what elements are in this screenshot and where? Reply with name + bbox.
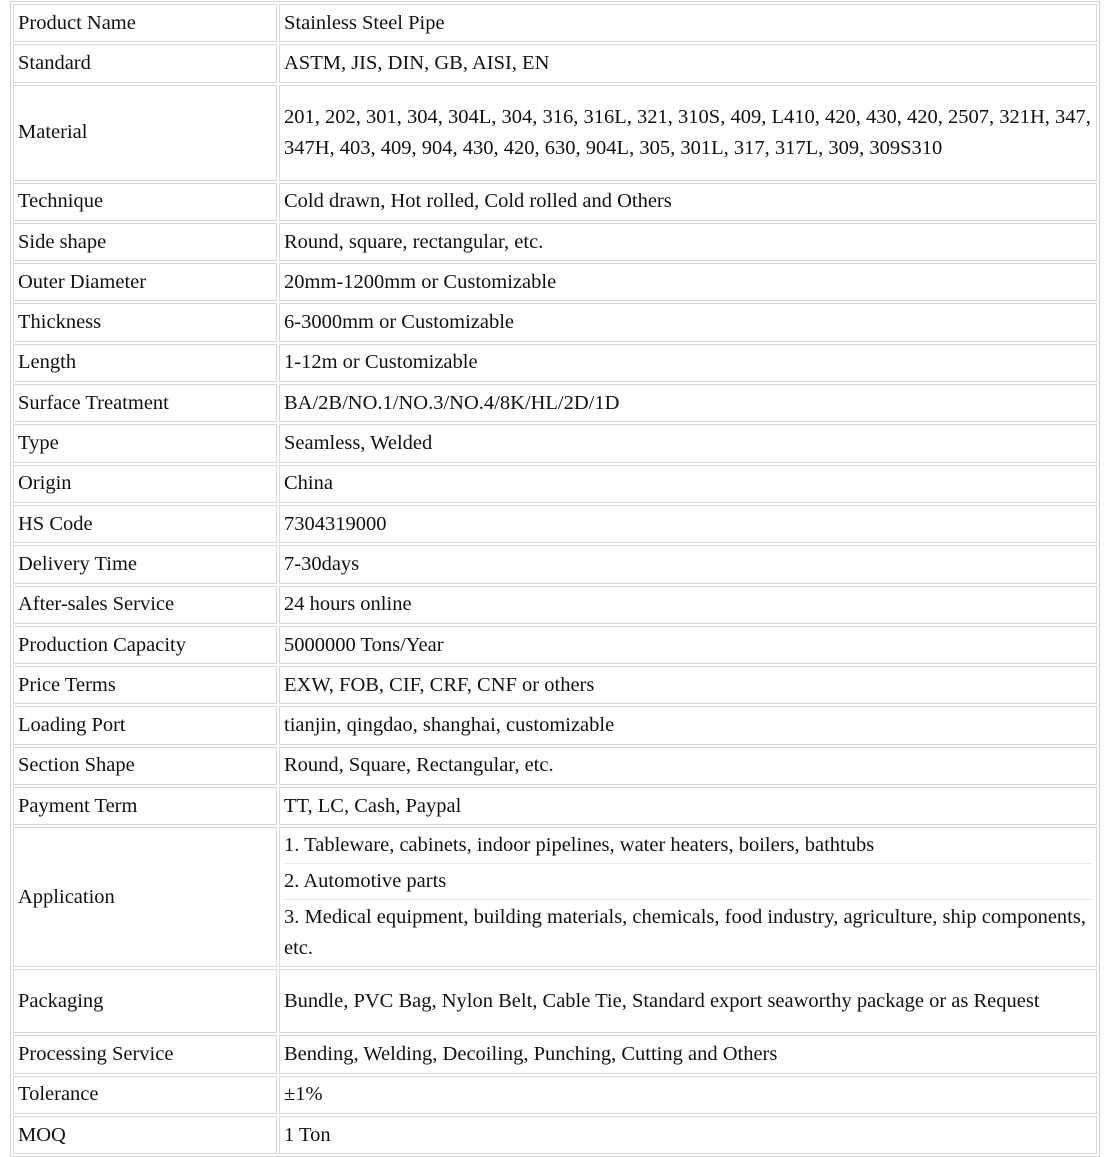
table-row <box>13 424 1097 462</box>
table-row <box>13 626 1097 664</box>
row-value: 7304319000 <box>279 505 1097 543</box>
row-label: After-sales Service <box>13 586 277 624</box>
table-row-application <box>13 827 1097 967</box>
table-row <box>13 263 1097 301</box>
table-row <box>13 85 1097 181</box>
row-value: Bending, Welding, Decoiling, Punching, Cutting and Others <box>279 1035 1097 1073</box>
row-value: China <box>279 465 1097 503</box>
row-label: Production Capacity <box>13 626 277 664</box>
row-label: Side shape <box>13 223 277 261</box>
table-row <box>13 787 1097 825</box>
row-value: ASTM, JIS, DIN, GB, AISI, EN <box>279 44 1097 82</box>
row-label: Tolerance <box>13 1076 277 1114</box>
row-value: 7-30days <box>279 545 1097 583</box>
row-label: Type <box>13 424 277 462</box>
row-label: Delivery Time <box>13 545 277 583</box>
row-label: Standard <box>13 44 277 82</box>
row-value: 201, 202, 301, 304, 304L, 304, 316, 316L, 321, 310S, 409, L410, 420, 430, 420, 2507, 321H, 347, 347H, 403, 409, 904, 430, 420, 630, 904L, 305, 301L, 317, 317L, 309, 309S310 <box>279 85 1097 181</box>
row-label: HS Code <box>13 505 277 543</box>
table-row <box>13 666 1097 704</box>
table-row <box>13 303 1097 341</box>
table-row <box>13 44 1097 82</box>
table-row <box>13 969 1097 1033</box>
row-label: Price Terms <box>13 666 277 704</box>
row-value: Stainless Steel Pipe <box>279 4 1097 42</box>
row-value: tianjin, qingdao, shanghai, customizable <box>279 706 1097 744</box>
row-value: TT, LC, Cash, Paypal <box>279 787 1097 825</box>
table-row <box>13 1035 1097 1073</box>
table-row <box>13 747 1097 785</box>
row-label: Length <box>13 344 277 382</box>
row-value: 1-12m or Customizable <box>279 344 1097 382</box>
row-value: Seamless, Welded <box>279 424 1097 462</box>
table-row <box>13 384 1097 422</box>
row-label: Technique <box>13 183 277 221</box>
table-row <box>13 465 1097 503</box>
row-label: Application <box>13 827 277 967</box>
application-item: 1. Tableware, cabinets, indoor pipelines, water heaters, boilers, bathtubs <box>284 828 1092 864</box>
row-label: Section Shape <box>13 747 277 785</box>
row-label: Loading Port <box>13 706 277 744</box>
table-row <box>13 4 1097 42</box>
row-value: Bundle, PVC Bag, Nylon Belt, Cable Tie, Standard export seaworthy package or as Request <box>279 969 1097 1033</box>
row-value: 5000000 Tons/Year <box>279 626 1097 664</box>
row-label: Processing Service <box>13 1035 277 1073</box>
row-label: Payment Term <box>13 787 277 825</box>
table-row <box>13 223 1097 261</box>
row-label: Material <box>13 85 277 181</box>
row-value: EXW, FOB, CIF, CRF, CNF or others <box>279 666 1097 704</box>
application-item: 2. Automotive parts <box>284 864 1092 900</box>
row-value: 6-3000mm or Customizable <box>279 303 1097 341</box>
row-label: Thickness <box>13 303 277 341</box>
row-label: Outer Diameter <box>13 263 277 301</box>
table-row <box>13 1076 1097 1114</box>
table-row <box>13 505 1097 543</box>
row-label: MOQ <box>13 1116 277 1154</box>
application-list <box>279 827 1097 967</box>
row-value: ±1% <box>279 1076 1097 1114</box>
application-item: 3. Medical equipment, building materials, chemicals, food industry, agriculture, ship components, etc. <box>284 906 1086 960</box>
table-row <box>13 706 1097 744</box>
row-value: 1 Ton <box>279 1116 1097 1154</box>
table-row <box>13 344 1097 382</box>
row-label: Origin <box>13 465 277 503</box>
row-label: Product Name <box>13 4 277 42</box>
table-row <box>13 1116 1097 1154</box>
row-value: BA/2B/NO.1/NO.3/NO.4/8K/HL/2D/1D <box>279 384 1097 422</box>
row-label: Surface Treatment <box>13 384 277 422</box>
row-value: Round, square, rectangular, etc. <box>279 223 1097 261</box>
row-value: 24 hours online <box>279 586 1097 624</box>
row-value: Cold drawn, Hot rolled, Cold rolled and Others <box>279 183 1097 221</box>
table-row <box>13 183 1097 221</box>
row-value: 20mm-1200mm or Customizable <box>279 263 1097 301</box>
product-spec-table <box>10 1 1100 1157</box>
table-row <box>13 586 1097 624</box>
row-value: Round, Square, Rectangular, etc. <box>279 747 1097 785</box>
table-row <box>13 545 1097 583</box>
row-label: Packaging <box>13 969 277 1033</box>
